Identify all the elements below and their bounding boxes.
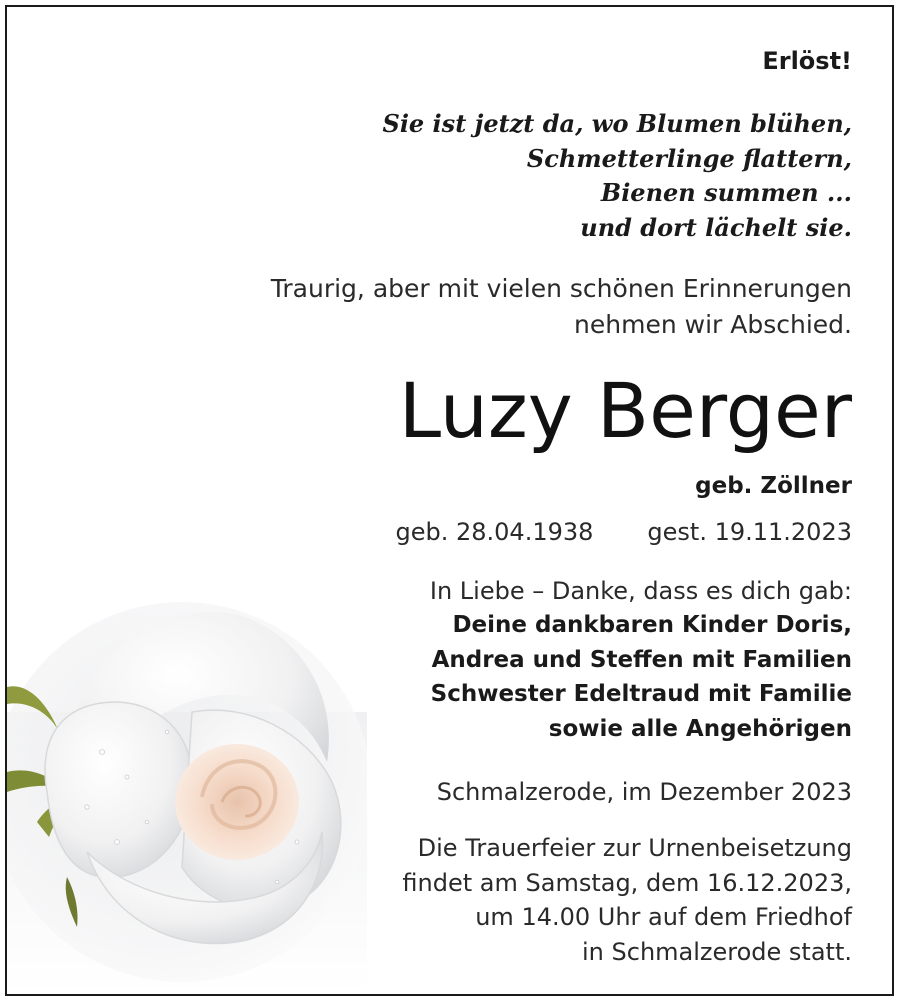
ceremony-info xyxy=(402,831,852,969)
ceremony-line: findet am Samstag, dem 16.12.2023, xyxy=(402,868,852,897)
poem-line: Schmetterlinge flattern, xyxy=(526,143,852,173)
mourner-line: Schwester Edeltraud mit Familie xyxy=(430,681,852,707)
mourner-line: sowie alle Angehörigen xyxy=(548,715,852,742)
death-date: gest. 19.11.2023 xyxy=(647,518,852,546)
obituary-notice xyxy=(5,5,894,996)
poem-line: Bienen summen ... xyxy=(600,178,852,207)
deceased-name: Luzy Berger xyxy=(398,366,852,455)
maiden-name: geb. Zöllner xyxy=(695,473,852,499)
intro-line: Traurig, aber mit vielen schönen Erinnerungen xyxy=(270,274,852,303)
poem-line: und dort lächelt sie. xyxy=(580,212,852,242)
intro-text xyxy=(271,271,852,343)
ceremony-line: Die Trauerfeier zur Urnenbeisetzung xyxy=(417,834,852,862)
poem xyxy=(382,107,852,245)
heading: Erlöst! xyxy=(762,47,852,75)
mourners xyxy=(431,608,852,746)
ceremony-line: in Schmalzerode statt. xyxy=(582,937,852,966)
life-dates xyxy=(396,515,853,549)
ceremony-line: um 14.00 Uhr auf dem Friedhof xyxy=(475,903,852,931)
intro-line: nehmen wir Abschied. xyxy=(574,310,852,339)
mourner-line: Andrea und Steffen mit Familien xyxy=(431,646,852,673)
birth-date: geb. 28.04.1938 xyxy=(395,518,594,546)
poem-line: Sie ist jetzt da, wo Blumen blühen, xyxy=(382,109,852,138)
white-rose-image xyxy=(7,592,367,994)
mourner-line: Deine dankbaren Kinder Doris, xyxy=(452,612,852,638)
place-and-date: Schmalzerode, im Dezember 2023 xyxy=(436,778,852,806)
thanks-line: In Liebe – Danke, dass es dich gab: xyxy=(429,577,852,605)
